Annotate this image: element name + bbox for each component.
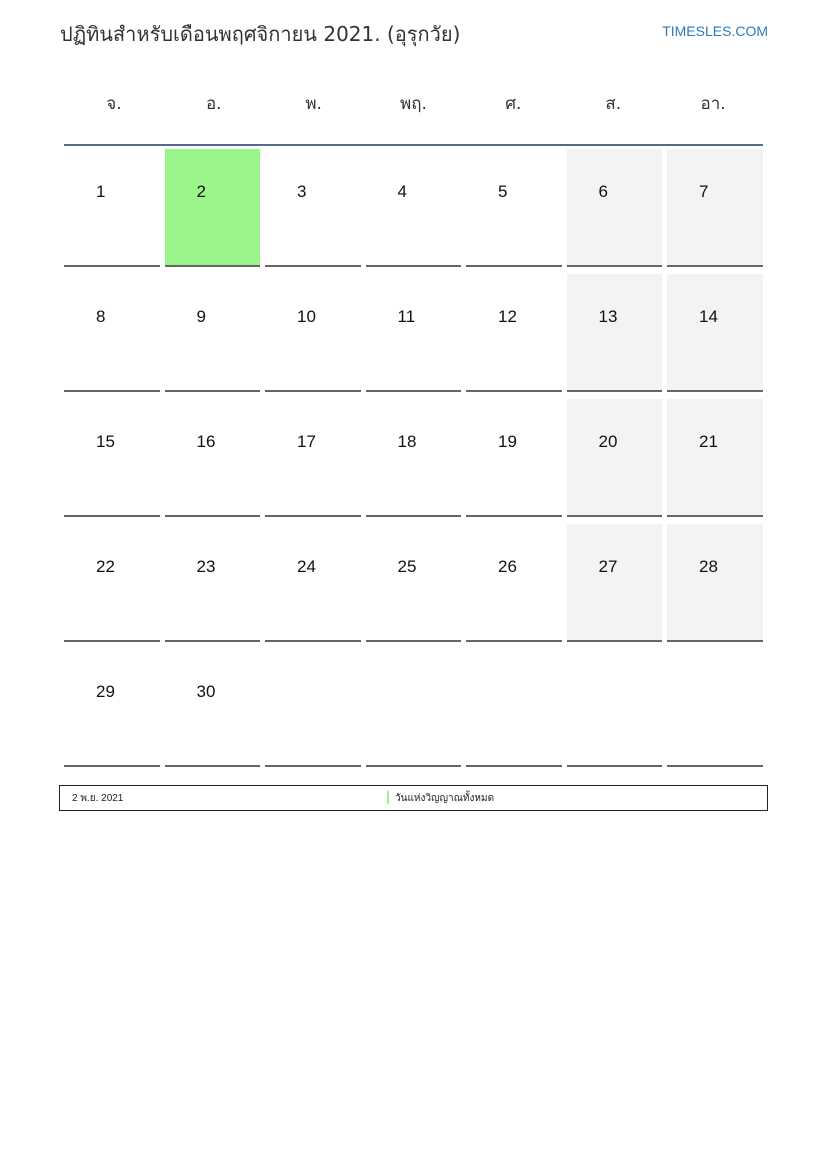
weekday-fri: ศ. xyxy=(505,94,522,114)
day-number: 1 xyxy=(96,182,106,201)
day-number: 8 xyxy=(96,307,106,326)
day-cell[interactable] xyxy=(165,274,261,392)
day-cell[interactable] xyxy=(64,149,160,267)
day-number: 13 xyxy=(598,307,618,326)
week-row xyxy=(64,149,764,274)
week-row xyxy=(64,524,764,649)
day-cell[interactable] xyxy=(64,274,160,392)
day-cell[interactable] xyxy=(165,649,261,767)
day-cell[interactable] xyxy=(265,149,361,267)
day-cell-weekend[interactable] xyxy=(667,149,763,267)
day-number: 17 xyxy=(297,432,316,451)
day-cell[interactable] xyxy=(64,399,160,517)
day-cell-empty xyxy=(667,649,763,767)
day-number: 12 xyxy=(498,307,517,326)
day-number: 9 xyxy=(196,307,206,326)
day-cell[interactable] xyxy=(64,524,160,642)
day-number: 26 xyxy=(498,557,517,576)
day-number: 19 xyxy=(498,432,517,451)
week-row xyxy=(64,399,764,524)
day-cell[interactable] xyxy=(165,524,261,642)
day-number: 2 xyxy=(196,182,206,201)
day-cell-empty xyxy=(567,649,663,767)
site-link[interactable]: TIMESLES.COM xyxy=(662,23,768,39)
day-number: 22 xyxy=(96,557,115,576)
day-cell[interactable] xyxy=(165,399,261,517)
day-cell[interactable] xyxy=(366,274,462,392)
day-number: 21 xyxy=(699,432,718,451)
weekday-sun: อา. xyxy=(700,94,726,114)
day-number: 11 xyxy=(397,307,416,326)
day-cell-empty xyxy=(466,649,562,767)
day-number: 3 xyxy=(297,182,307,201)
weekday-mon: จ. xyxy=(106,94,122,114)
day-cell-weekend[interactable] xyxy=(667,274,763,392)
day-cell-weekend[interactable] xyxy=(667,399,763,517)
weekday-header xyxy=(64,84,763,146)
day-cell[interactable] xyxy=(466,274,562,392)
day-number: 29 xyxy=(96,682,115,701)
day-cell-weekend[interactable] xyxy=(567,149,663,267)
week-row xyxy=(64,649,764,774)
week-row xyxy=(64,274,764,399)
day-cell-empty xyxy=(265,649,361,767)
day-number: 27 xyxy=(598,557,618,576)
day-number: 28 xyxy=(699,557,718,576)
day-cell[interactable] xyxy=(466,399,562,517)
day-cell[interactable] xyxy=(366,149,462,267)
day-cell[interactable] xyxy=(265,399,361,517)
day-number: 14 xyxy=(699,307,718,326)
page-title: ปฏิทินสำหรับเดือนพฤศจิกายน 2021. (อุรุกวัย) xyxy=(60,22,461,46)
calendar-grid xyxy=(64,149,764,774)
day-number: 15 xyxy=(96,432,115,451)
day-cell[interactable] xyxy=(265,274,361,392)
day-number: 24 xyxy=(297,557,316,576)
day-cell[interactable] xyxy=(466,149,562,267)
day-cell[interactable] xyxy=(366,399,462,517)
day-cell[interactable] xyxy=(366,524,462,642)
day-cell-empty xyxy=(366,649,462,767)
day-number: 20 xyxy=(598,432,618,451)
weekday-sat: ส. xyxy=(605,94,622,114)
day-number: 5 xyxy=(498,182,508,201)
day-cell-weekend[interactable] xyxy=(667,524,763,642)
holiday-notes xyxy=(59,785,768,811)
day-cell-holiday[interactable] xyxy=(165,149,261,267)
weekday-tue: อ. xyxy=(205,94,222,114)
holiday-color-marker xyxy=(387,791,389,804)
day-number: 30 xyxy=(196,682,216,701)
day-number: 4 xyxy=(397,182,407,201)
holiday-date: 2 พ.ย. 2021 xyxy=(72,793,124,804)
weekday-thu: พฤ. xyxy=(400,94,427,114)
day-number: 10 xyxy=(297,307,316,326)
day-number: 6 xyxy=(598,182,608,201)
day-cell[interactable] xyxy=(466,524,562,642)
holiday-name: วันแห่งวิญญาณทั้งหมด xyxy=(395,793,495,804)
day-cell-weekend[interactable] xyxy=(567,274,663,392)
day-cell-weekend[interactable] xyxy=(567,524,663,642)
day-cell[interactable] xyxy=(265,524,361,642)
day-number: 18 xyxy=(397,432,417,451)
day-cell[interactable] xyxy=(64,649,160,767)
day-number: 16 xyxy=(196,432,216,451)
day-cell-weekend[interactable] xyxy=(567,399,663,517)
day-number: 23 xyxy=(196,557,216,576)
day-number: 7 xyxy=(699,182,709,201)
weekday-wed: พ. xyxy=(305,94,322,114)
day-number: 25 xyxy=(397,557,417,576)
